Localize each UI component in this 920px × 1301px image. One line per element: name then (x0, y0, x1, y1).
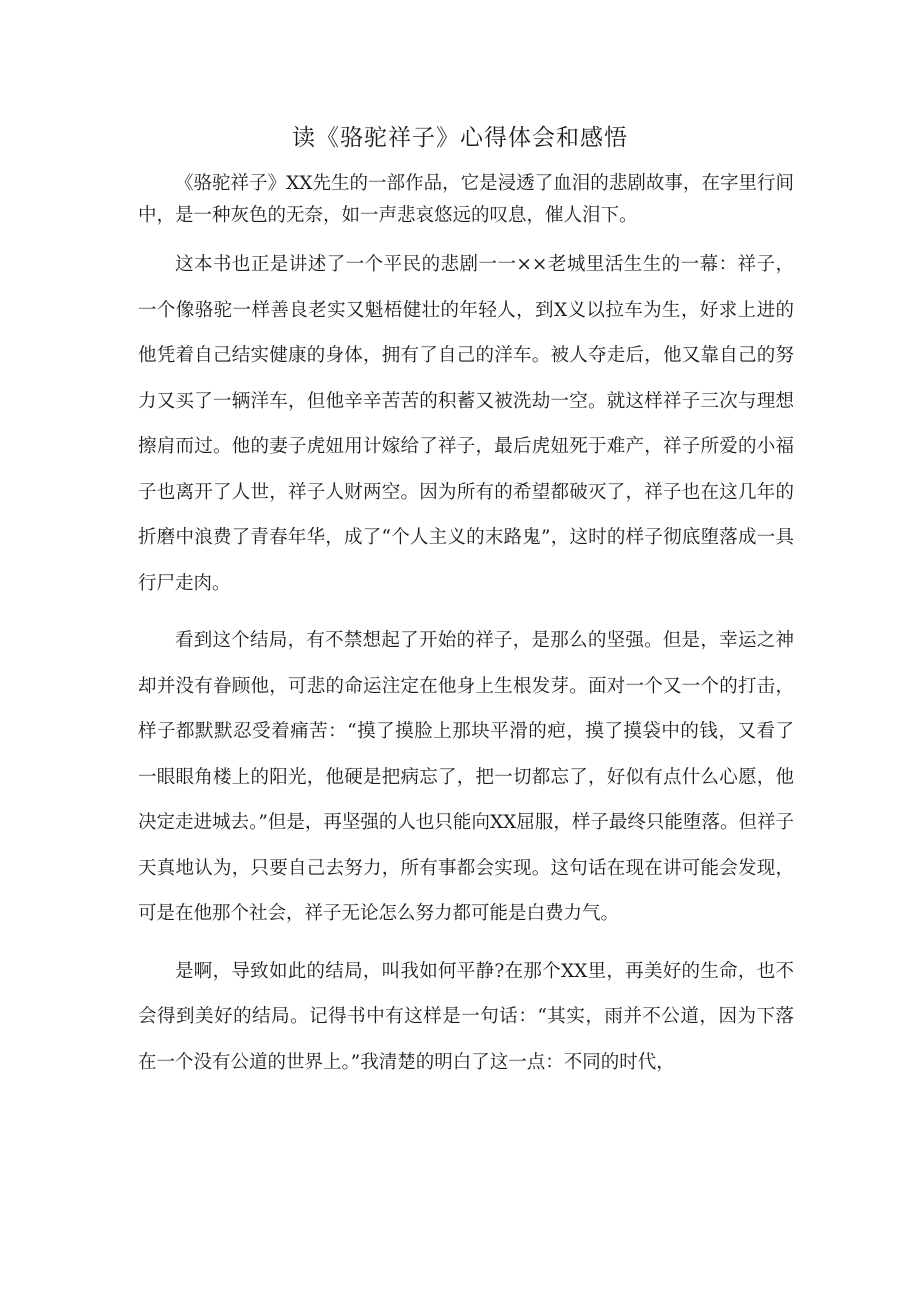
paragraph-spacer (138, 606, 794, 618)
document-body (138, 168, 794, 1085)
paragraph-spacer (138, 232, 794, 242)
paragraph-3: 看到这个结局，有不禁想起了开始的祥子，是那么的坚强。但是，幸运之神却并没有眷顾他，可悲的命运注定在他身上生根发芽。面对一个又一个的打击，样子都默默忍受着痛苦：“摸了摸脸上那块平滑的疤，摸了摸袋中的钱，又看了一眼眼角楼上的阳光，他硬是把病忘了，把一切都忘了，好似有点什么心愿，他决定走进城去。”但是，再坚强的人也只能向XX屈服，样子最终只能堕落。但祥子天真地认为，只要自己去努力，所有事都会实现。这句话在现在讲可能会发现，可是在他那个社会，祥子无论怎么努力都可能是白费力气。 (138, 630, 794, 924)
document-title: 读《骆驼祥子》心得体会和感悟 (292, 125, 628, 151)
paragraph-2: 这本书也正是讲述了一个平民的悲剧一一××老城里活生生的一幕：祥子，一个像骆驼一样善良老实又魁梧健壮的年轻人，到X义以拉车为生，好求上进的他凭着自己结实健康的身体，拥有了自己的洋车。被人夺走后，他又靠自己的努力又买了一辆洋车，但他辛辛苦苦的积蓄又被洗劫一空。就这样祥子三次与理想擦肩而过。他的妻子虎妞用计嫁给了祥子，最后虎妞死于难产，祥子所爱的小福子也离开了人世，祥子人财两空。因为所有的希望都破灭了，祥子也在这几年的折磨中浪费了青春年华，成了“个人主义的末路鬼”，这时的样子彻底堕落成一具行尸走肉。 (138, 254, 794, 594)
paragraph-4: 是啊，导致如此的结局，叫我如何平静?在那个XX里，再美好的生命，也不会得到美好的结局。记得书中有这样是一句话：“其实，雨并不公道，因为下落在一个没有公道的世界上。”我清楚的明白了这一点：不同的时代， (138, 960, 794, 1073)
paragraph-1: 《骆驼祥子》XX先生的一部作品，它是浸透了血泪的悲剧故事，在字里行间中，是一种灰色的无奈，如一声悲哀悠远的叹息，催人泪下。 (138, 173, 794, 226)
paragraph-spacer (138, 937, 794, 949)
